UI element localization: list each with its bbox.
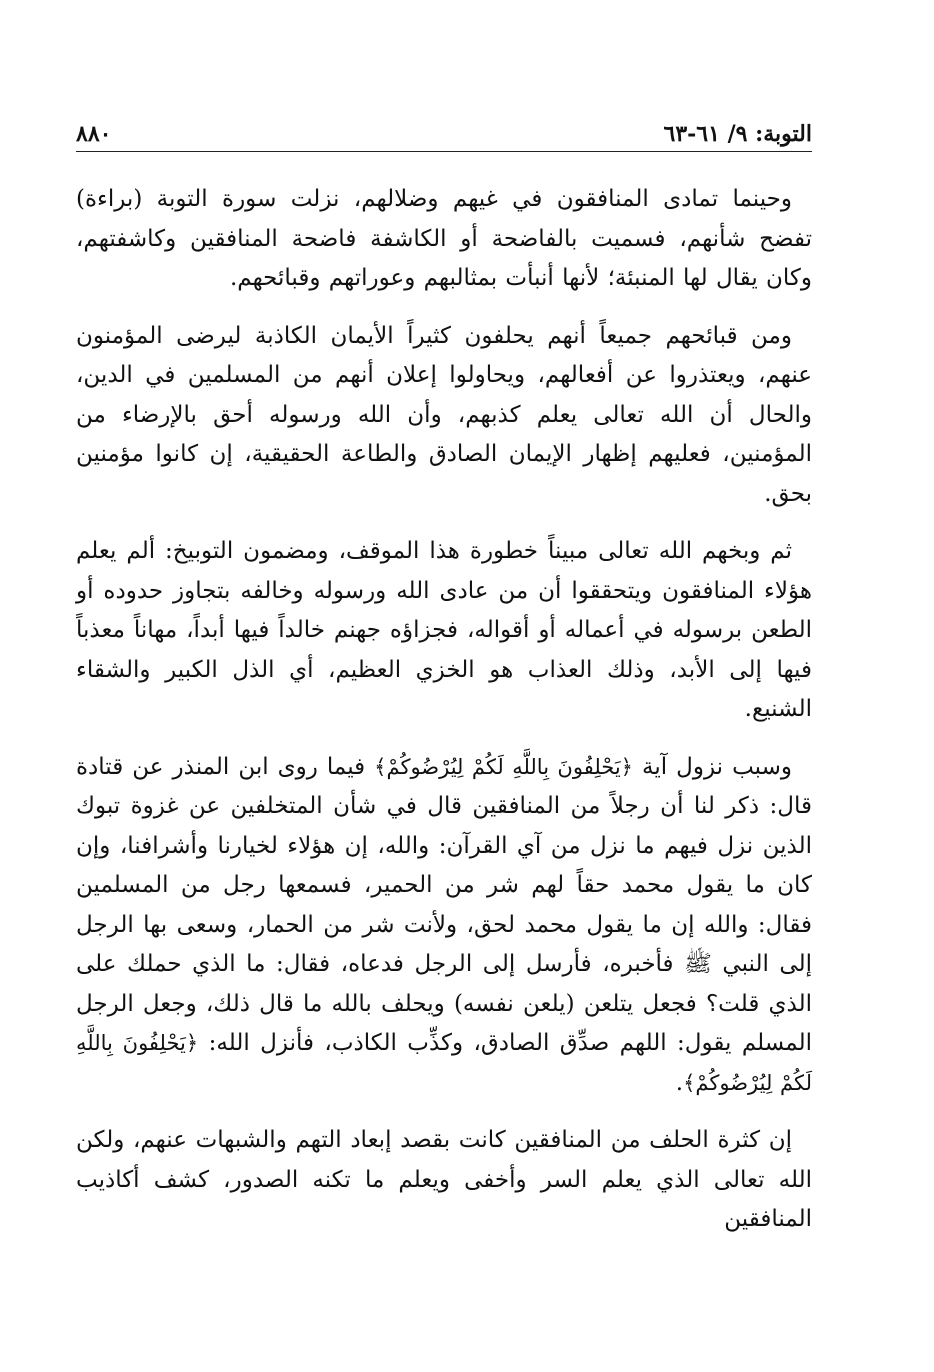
surah-reference: التوبة: ٩/ ٦١-٦٣ bbox=[663, 121, 812, 147]
quran-quote-2: ﴿يَحْلِفُونَ بِاللَّهِ لَكُمْ لِيُرْضُوكُمْ﴾ bbox=[76, 1031, 812, 1095]
book-page bbox=[76, 108, 812, 1308]
paragraph-1: وحينما تمادى المنافقون في غيهم وضلالهم، نزلت سورة التوبة (براءة) تفضح شأنهم، فسميت بالفاضحة أو الكاشفة فاضحة المنافقين وكاشفتهم، وكان يقال لها المنبئة؛ لأنها أنبأت بمثالبهم وعوراتهم وقبائحهم. bbox=[76, 186, 812, 291]
quran-quote: ﴿يَحْلِفُونَ بِاللَّهِ لَكُمْ لِيُرْضُوكُمْ﴾ bbox=[374, 754, 633, 779]
paragraph-5: إن كثرة الحلف من المنافقين كانت بقصد إبعاد التهم والشبهات عنهم، ولكن الله تعالى الذي يعلم السر وأخفى ويعلم ما تكنه الصدور، كشف أكاذيب المنافقين bbox=[76, 1127, 812, 1232]
paragraph-4 bbox=[76, 748, 812, 1104]
paragraph-3: ثم وبخهم الله تعالى مبيناً خطورة هذا الموقف، ومضمون التوبيخ: ألم يعلم هؤلاء المنافقون ويتحققوا أن من عادى الله ورسوله وخالفه بتجاوز حدوده أو الطعن برسوله في أعماله أو أقواله، فجزاؤه جهنم خالداً فيها أبداً، مهاناً معذباً فيها إلى الأبد، وذلك العذاب هو الخزي العظيم، أي الذل الكبير والشقاء الشنيع. bbox=[76, 538, 812, 722]
paragraph-2: ومن قبائحهم جميعاً أنهم يحلفون كثيراً الأيمان الكاذبة ليرضى المؤمنون عنهم، ويعتذروا عن أفعالهم، ويحاولوا إعلان أنهم من المسلمين في الدين، والحال أن الله تعالى يعلم كذبهم، وأن الله ورسوله أحق بالإرضاء من المؤمنين، فعليهم إظهار الإيمان الصادق والطاعة الحقيقية، إن كانوا مؤمنين بحق. bbox=[76, 322, 812, 507]
paragraph-4-end: . bbox=[675, 1069, 684, 1096]
running-header bbox=[76, 108, 812, 152]
paragraph-4-start: وسبب نزول آية bbox=[633, 753, 793, 780]
paragraph-4-middle: فيما روى ابن المنذر عن قتادة قال: ذكر لنا أن رجلاً من المنافقين قال في شأن المتخلفين عن غزوة تبوك الذين نزل فيهم ما نزل من آي القرآن: والله، إن هؤلاء لخيارنا وأشرافنا، وإن كان ما يقول محمد حقاً لهم شر من الحمير، فسمعها رجل من المسلمين فقال: والله إن ما يقول محمد لحق، ولأنت شر من الحمار، وسعى بها الرجل إلى النبي ﷺ فأخبره، فأرسل إلى الرجل فدعاه، فقال: ما الذي حملك على الذي قلت؟ فجعل يتلعن (يلعن نفسه) ويحلف بالله ما قال ذلك، وجعل الرجل المسلم يقول: اللهم صدِّق الصادق، وكذِّب الكاذب، فأنزل الله: bbox=[76, 753, 812, 1056]
body-text bbox=[76, 180, 812, 1240]
page-number: ٨٨٠ bbox=[76, 121, 112, 147]
